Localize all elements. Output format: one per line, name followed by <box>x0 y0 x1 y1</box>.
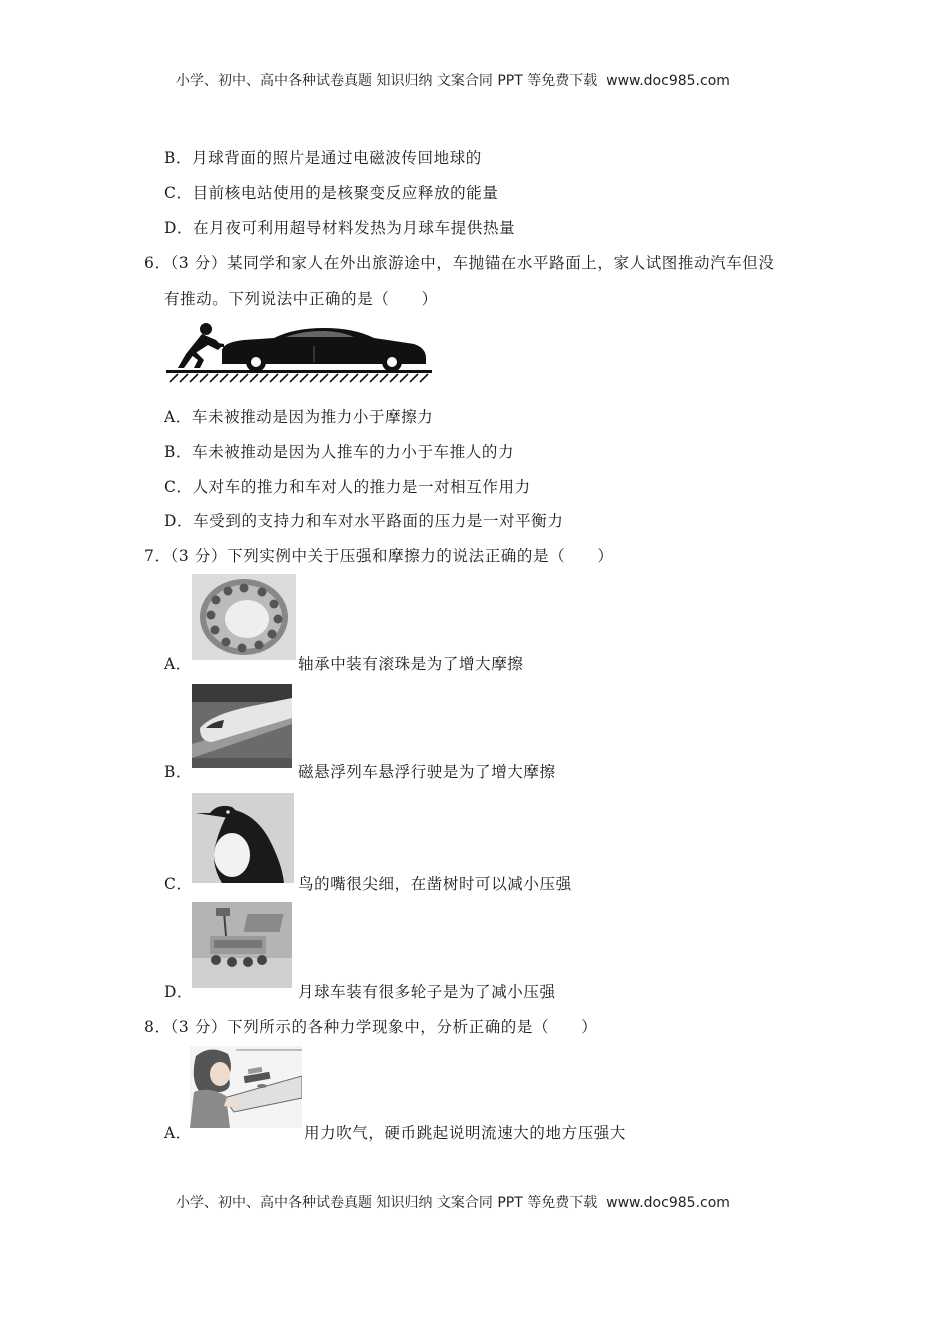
page-footer <box>176 1192 730 1212</box>
lunar-rover-image <box>192 902 292 988</box>
page-header <box>176 70 730 90</box>
footer-site: www.doc985.com <box>606 1195 730 1211</box>
q6-option-b: B．车未被推动是因为人推车的力小于车推人的力 <box>164 443 515 461</box>
q6-option-d: D．车受到的支持力和车对水平路面的压力是一对平衡力 <box>164 512 564 530</box>
q7-option-a-letter: A． <box>164 655 192 673</box>
q7-option-c-letter: C． <box>164 875 193 893</box>
q5-option-c: C．目前核电站使用的是核聚变反应释放的能量 <box>164 184 499 202</box>
q7-option-a-text: 轴承中装有滚珠是为了增大摩擦 <box>298 655 524 673</box>
bearing-image <box>192 574 296 660</box>
q7-option-b-letter: B． <box>164 763 193 781</box>
q8-option-a-letter: A． <box>164 1124 192 1142</box>
push-car-figure <box>164 320 434 384</box>
q5-option-d: D．在月夜可利用超导材料发热为月球车提供热量 <box>164 219 516 237</box>
q7-option-d-letter: D． <box>164 983 194 1001</box>
blow-coin-image <box>190 1046 302 1128</box>
q6-option-a: A．车未被推动是因为推力小于摩擦力 <box>164 408 434 426</box>
footer-text: 小学、初中、高中各种试卷真题 知识归纳 文案合同 PPT 等免费下载 <box>176 1195 598 1211</box>
q6-stem-line1: 6．（3 分）某同学和家人在外出旅游途中，车抛锚在水平路面上，家人试图推动汽车但没 <box>144 254 775 272</box>
maglev-train-image <box>192 684 292 768</box>
bird-image <box>192 793 294 883</box>
q7-option-c-text: 鸟的嘴很尖细，在凿树时可以减小压强 <box>298 875 572 893</box>
q7-stem: 7．（3 分）下列实例中关于压强和摩擦力的说法正确的是（ ） <box>144 547 614 565</box>
q6-stem-line2: 有推动。下列说法中正确的是（ ） <box>164 290 438 308</box>
q7-option-d-text: 月球车装有很多轮子是为了减小压强 <box>298 983 556 1001</box>
header-text: 小学、初中、高中各种试卷真题 知识归纳 文案合同 PPT 等免费下载 <box>176 73 598 89</box>
q7-option-b-text: 磁悬浮列车悬浮行驶是为了增大摩擦 <box>298 763 556 781</box>
q6-option-c: C．人对车的推力和车对人的推力是一对相互作用力 <box>164 478 531 496</box>
q5-option-b: B．月球背面的照片是通过电磁波传回地球的 <box>164 149 482 167</box>
header-site: www.doc985.com <box>606 73 730 89</box>
q8-option-a-text: 用力吹气，硬币跳起说明流速大的地方压强大 <box>304 1124 627 1142</box>
q8-stem: 8．（3 分）下列所示的各种力学现象中，分析正确的是（ ） <box>144 1018 598 1036</box>
